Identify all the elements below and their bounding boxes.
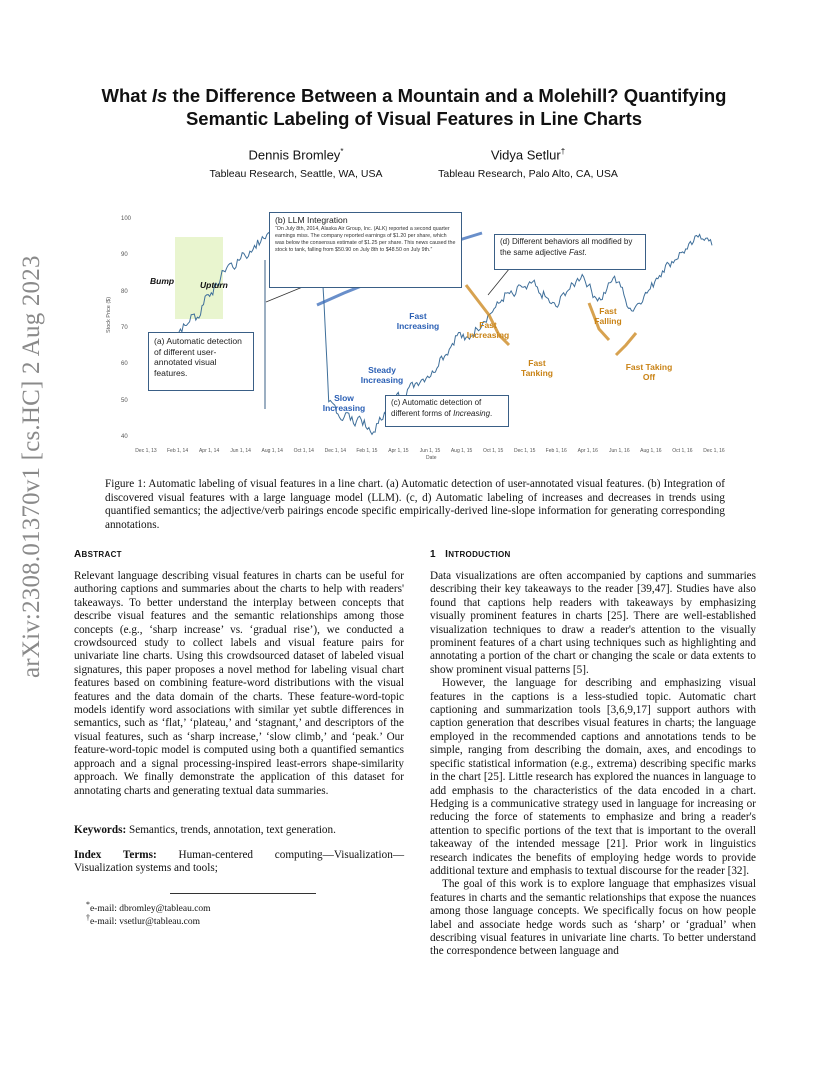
abstract-text: Relevant language describing visual features in charts can be useful for authoring captions and summaries about the charts to help with readers' takeaways. To better understand the interplay between concepts that describe visual features and the semantic relationships among those concepts (e.g., ‘sharp increase’ vs. ‘gradual rise’), we conducted a crowdsourced study to collect labels and visual feature pairs for univariate line charts. Using this crowdsourced dataset of labeled visual signatures, this paper proposes a novel method for labeling visual chart features based on combining feature-word distributions with the visual features and the data domain of the charts. These feature-word-topic models identify word associations with similar yet subtle differences in semantics, such as ‘flat,’ ‘plateau,’ and ‘stagnant,’ and descriptors of the visual features, such as ‘sharp increase,’ ‘slow climb,’ and ‘peak.’ Our feature-word-topic model is computed using both a quantified semantics approach and a signal processing-inspired least-errors shape-similarity approach. We finally demonstrate the application of this dataset for annotating charts and generating textual data summaries. (74, 570, 404, 797)
intro-p2: However, the language for describing and emphasizing visual features in the captions is a less-studied topic. Automatic chart captioning and summarization tools [3,6,9,17] support authors with caption generation that describes visual features in charts; the language employed in the recommended captions and annotations tends to be simple, ranging from describing the domain, axes, and encodings to specific statistical information (e.g., extrema) describing specific marks in the chart [25]. Little research has explored the nuances in language to add emphasis to the characteristics of the data encoded in a chart. Hedging is a communicative strategy used in language for increasing or reducing the force of statements to emphasize and bring a reader's attention to specific portions of the text that is important to the overall takeaway of the intended message [21]. Prior work in linguistics research indicates the benefits of employing hedge words to provide additional texture and emphasis to textual discourse for the reader [32]. (430, 677, 756, 877)
x-tick-label: Oct 1, 14 (293, 448, 314, 454)
x-tick-label: Aug 1, 14 (261, 448, 283, 454)
footnote-2-mark: † (86, 913, 90, 922)
intro-heading-num: 1 (430, 549, 436, 560)
abstract-body (74, 570, 404, 798)
footnote-rule (170, 893, 316, 894)
highlight-region (175, 237, 223, 319)
index-terms-text: Human-centered computing—Visualization—Visualization systems and tools; (74, 849, 405, 875)
abstract-heading-first: A (74, 549, 82, 560)
author-2-affiliation: Tableau Research, Palo Alto, CA, USA (438, 168, 618, 181)
label-upturn: Upturn (200, 280, 228, 290)
x-tick-label: Dec 1, 16 (703, 448, 725, 454)
title-post: the Difference Between a Mountain and a Molehill? Quantifying Semantic Labeling of Visual Features in Line Charts (167, 85, 727, 129)
label-fast-increasing-blue: Fast Increasing (396, 311, 440, 331)
box-b-text: “On July 8th, 2014, Alaska Air Group, Inc. (ALK) reported a second quarter earnings miss. The company reported earnings of $1.20 per share, which was below the consensus estimate of $1.25 per share. This news caused the stock to tank, falling from $50.90 on July 8th to $48.50 on July 9th.” (275, 226, 456, 253)
x-tick-label: Dec 1, 13 (135, 448, 157, 454)
intro-p3: The goal of this work is to explore language that emphasizes visual features in charts and the semantic relationships that expose the nuances among those language concepts. We specifically focus on how people label and associate hedge words such as ‘sharp’ or ‘gradual’ when describing visual features in univariate line charts. To better understand the correspondence between language and (430, 878, 756, 958)
box-c-pre: (c) Automatic detection of different forms of (391, 398, 482, 418)
label-steady-increasing: Steady Increasing (360, 365, 404, 385)
index-terms-label: Index Terms: (74, 849, 157, 861)
y-tick-label: 40 (121, 434, 128, 440)
author-2-name: Vidya Setlur (490, 147, 561, 163)
annotation-box-c (385, 395, 509, 427)
x-axis-label: Date (426, 455, 437, 461)
box-d-em: Fast (568, 247, 585, 257)
footnote-2-text: e-mail: vsetlur@tableau.com (89, 917, 200, 928)
y-tick-label: 90 (121, 252, 128, 259)
arxiv-stamp: arXiv:2308.01370v1 [cs.HC] 2 Aug 2023 (18, 255, 45, 678)
figure-caption: Figure 1: Automatic labeling of visual features in a line chart. (a) Automatic detection of user-annotated visual features. (b) Integration of discovered visual features with a large language model (LLM). (c, d) Automatic labeling of increases and decreases in trends using quantified semantics; the adjective/verb pairings encode specific empirically-derived line-slope information for generating corresponding annotations. (105, 478, 725, 531)
x-tick-label: Oct 1, 16 (672, 448, 693, 454)
box-c-em: Increasing (453, 408, 491, 418)
intro-p1: Data visualizations are often accompanied by captions and summaries describing their key takeaways to the reader [39,47]. Studies have also found that captions help readers with takeaways by emphasizing visually prominent features in charts [25]. There are well-established visualization techniques to draw a reader's attention to the visually prominent features of a chart using techniques such as highlighting and annotating a portion of the chart or changing the scale or data extents to show prominent visual patterns [5]. (430, 570, 756, 676)
box-b-title: (b) LLM Integration (275, 215, 348, 225)
title-em: Is (151, 85, 168, 106)
author-1-mark: * (340, 147, 344, 156)
box-c-post: . (490, 408, 493, 418)
abstract-heading (74, 549, 122, 560)
title-pre: What (101, 85, 152, 106)
intro-heading-rest: NTRODUCTION (448, 550, 511, 559)
x-tick-label: Feb 1, 14 (166, 448, 189, 454)
label-bump: Bump (150, 276, 175, 286)
y-tick-label: 100 (121, 216, 132, 222)
highlight-takeoff (616, 333, 636, 355)
annotation-box-b (269, 212, 462, 288)
y-tick-label: 70 (121, 325, 128, 331)
x-tick-label: Feb 1, 16 (545, 448, 567, 454)
box-d-post: . (584, 247, 587, 257)
label-slow-increasing: Slow Increasing (322, 393, 366, 413)
x-tick-label: Apr 1, 14 (198, 448, 220, 454)
keywords-text: Semantics, trends, annotation, text generation. (129, 824, 336, 836)
author-2-mark: † (560, 147, 566, 156)
x-tick-label: Jun 1, 15 (419, 448, 441, 454)
label-fast-tanking: Fast Tanking (521, 358, 553, 378)
figure-1 (104, 205, 726, 467)
paper-title (60, 84, 768, 130)
x-tick-label: Dec 1, 15 (513, 448, 536, 454)
x-tick-label: Aug 1, 16 (640, 448, 662, 454)
label-fast-increasing-orange: Fast Increasing (466, 320, 510, 340)
y-axis-label: Stock Price ($) (106, 296, 112, 333)
label-fast-taking-off: Fast Taking Off (625, 362, 673, 382)
x-tick-label: Feb 1, 15 (356, 448, 378, 454)
x-tick-label: Dec 1, 14 (324, 448, 347, 454)
x-tick-label: Aug 1, 15 (450, 448, 473, 454)
x-tick-label: Jun 1, 16 (609, 448, 630, 454)
box-d-pre: (d) Different behaviors all modified by the same adjective (500, 237, 633, 257)
keywords-label: Keywords: (74, 824, 127, 836)
abstract-heading-rest: BSTRACT (81, 550, 122, 559)
y-tick-label: 60 (121, 361, 128, 368)
x-tick-label: Apr 1, 16 (577, 448, 598, 454)
x-tick-label: Oct 1, 15 (482, 448, 504, 454)
annotation-box-d (494, 234, 646, 270)
y-tick-label: 50 (121, 397, 128, 404)
intro-heading-first: I (445, 549, 449, 560)
y-tick-label: 80 (121, 288, 128, 295)
label-fast-falling: Fast Falling (594, 306, 622, 326)
author-1 (196, 144, 396, 181)
intro-heading (430, 549, 511, 560)
footnote-2 (86, 912, 200, 928)
author-2 (420, 144, 636, 181)
author-1-name: Dennis Bromley (248, 147, 341, 163)
x-tick-label: Jun 1, 14 (230, 448, 251, 454)
annotation-box-a (148, 332, 254, 391)
box-a-text: (a) Automatic detection of different user-annotated visual features. (154, 336, 242, 378)
footnote-1-mark: * (86, 900, 90, 909)
intro-body (430, 570, 756, 959)
index-terms (74, 849, 404, 876)
keywords (74, 824, 404, 837)
footnote-1-text: e-mail: dbromley@tableau.com (89, 904, 211, 915)
author-1-affiliation: Tableau Research, Seattle, WA, USA (209, 168, 383, 181)
x-tick-label: Apr 1, 15 (388, 448, 409, 454)
